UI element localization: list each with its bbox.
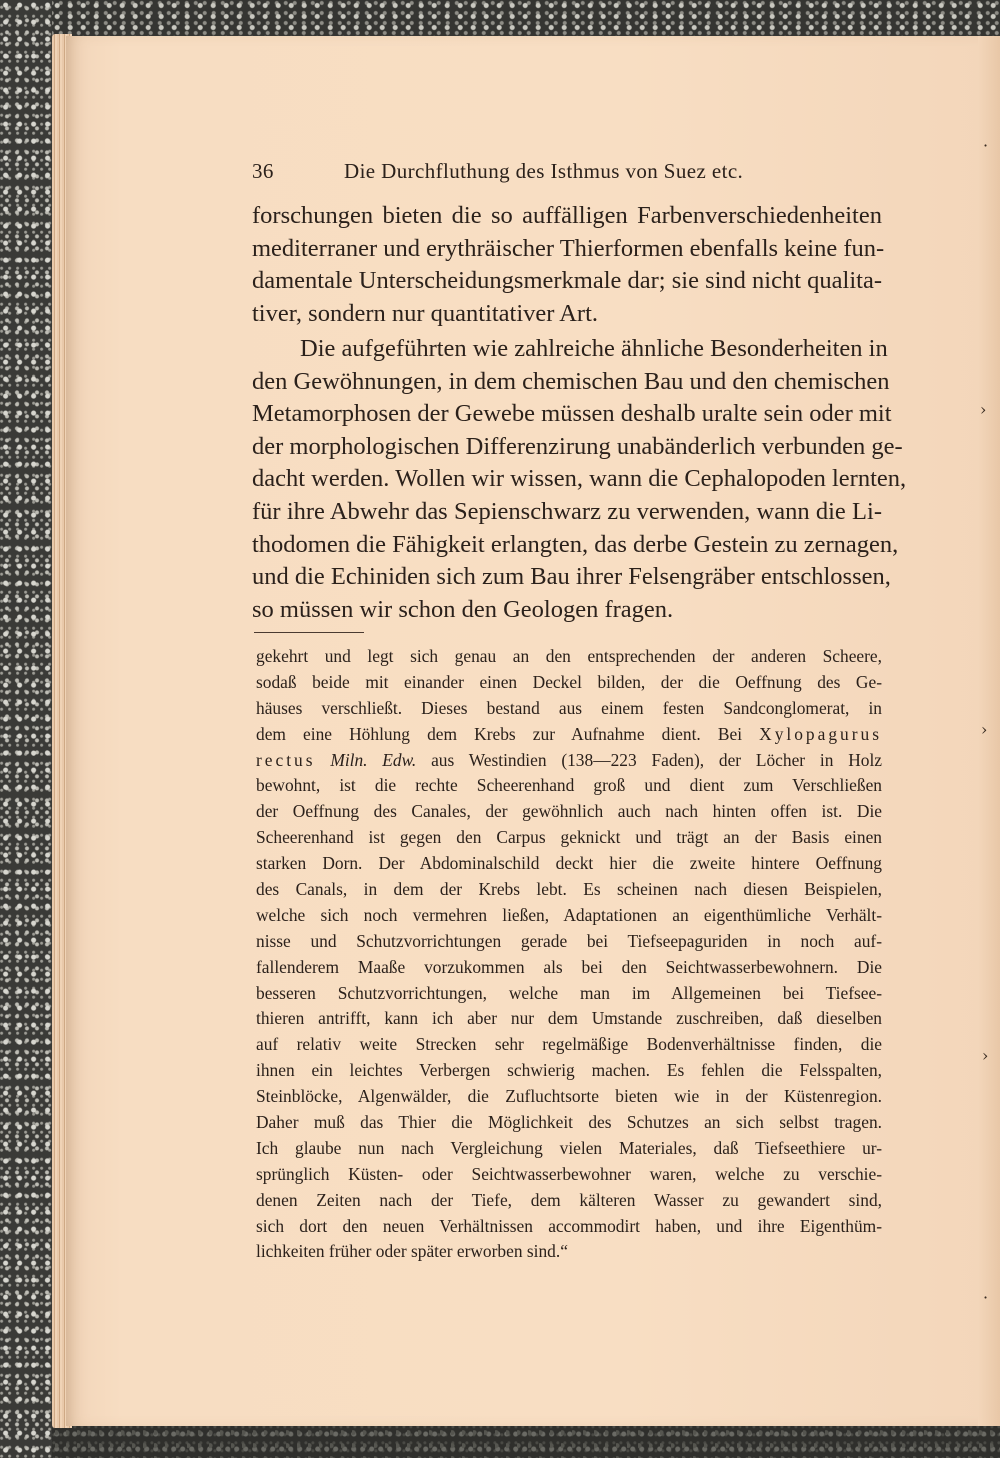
running-title: Die Durchfluthung des Isthmus von Suez etc. — [344, 159, 744, 183]
body-line: so müssen wir schon den Geologen fragen. — [252, 595, 674, 623]
footnote-text: aus Westindien (138—223 Faden), der Löcher in Holz — [431, 749, 882, 770]
body-line: tiver, sondern nur quantitativer Art. — [252, 299, 599, 327]
running-head — [252, 156, 792, 186]
footnote — [256, 644, 882, 1265]
footnote-line: sprünglich Küsten- oder Seichtwasserbewohner waren, welche zu verschie- — [256, 1163, 882, 1184]
body-line: der morphologischen Differenzirung unabänderlich verbunden ge- — [252, 432, 903, 460]
margin-dot-icon: · — [983, 1288, 989, 1307]
footnote-line: nisse und Schutzvorrichtungen gerade bei Tiefseepaguriden in noch auf- — [256, 930, 882, 951]
page-number: 36 — [252, 159, 274, 183]
body-line: thodomen die Fähigkeit erlangten, das derbe Gestein zu zernagen, — [252, 530, 899, 558]
footnote-line: sodaß beide mit einander einen Deckel bilden, der die Oeffnung des Ge- — [256, 671, 882, 692]
body-line: dacht werden. Wollen wir wissen, wann die Cephalopoden lernten, — [252, 465, 907, 493]
species-name: rectus — [256, 749, 316, 770]
book-cover-left — [0, 0, 52, 1458]
margin-dot-icon: · — [983, 136, 989, 155]
footnote-line: sich dort den neuen Verhältnissen accommodirt haben, und ihre Eigenthüm- — [256, 1215, 882, 1236]
footnote-line: welche sich noch vermehren ließen, Adaptationen an eigenthümliche Verhält- — [256, 904, 882, 925]
footnote-line: der Oeffnung des Canales, der gewöhnlich auch nach hinten offen ist. Die — [256, 801, 882, 822]
footnote-line: Daher muß das Thier die Möglichkeit des Schutzes an sich selbst tragen. — [256, 1112, 882, 1133]
species-author: Miln. Edw. — [330, 749, 417, 770]
body-line: den Gewöhnungen, in dem chemischen Bau und den chemischen — [252, 367, 890, 395]
footnote-line: auf relativ weite Strecken sehr regelmäßige Bodenverhältnisse finden, die — [256, 1034, 882, 1055]
body-line: und die Echiniden sich zum Bau ihrer Felsengräber entschlossen, — [252, 563, 891, 591]
footnote-line: denen Zeiten nach der Tiefe, dem kälteren Wasser zu gewandert sind, — [256, 1189, 882, 1210]
body-line: für ihre Abwehr das Sepienschwarz zu verwenden, wann die Li- — [252, 497, 882, 525]
footnote-line: gekehrt und legt sich genau an den entsprechenden der anderen Scheere, — [256, 646, 882, 666]
body-line: damentale Unterscheidungsmerkmale dar; sie sind nicht qualita- — [252, 267, 882, 295]
book-cover-top — [0, 0, 1000, 40]
footnote-line — [256, 748, 882, 774]
paragraph-1 — [252, 200, 885, 330]
footnote-line: ihnen ein leichtes Verbergen schwierig machen. Es fehlen die Felsspalten, — [256, 1060, 882, 1081]
footnote-line: thieren antrifft, kann ich aber nur dem Umstande zuschreiben, daß dieselben — [256, 1008, 882, 1029]
body-line: Metamorphosen der Gewebe müssen deshalb uralte sein oder mit — [252, 400, 892, 428]
body-line: mediterraner und erythräischer Thierformen ebenfalls keine fun- — [252, 234, 885, 262]
margin-mark-icon: › — [982, 1046, 989, 1065]
footnote-line: Ich glaube nun nach Vergleichung vielen Materiales, daß Tiefseethiere ur- — [256, 1137, 882, 1158]
footnote-line: lichkeiten früher oder später erworben sind.“ — [256, 1241, 568, 1262]
footnote-line: starken Dorn. Der Abdominalschild deckt hier die zweite hintere Oeffnung — [256, 853, 882, 874]
footnote-rule — [254, 632, 364, 633]
body-line: forschungen bieten die so auffälligen Farbenverschiedenheiten — [252, 202, 882, 229]
footnote-line: bewohnt, ist die rechte Scheerenhand groß und dient zum Verschließen — [256, 775, 882, 796]
paragraph-2 — [252, 333, 907, 626]
footnote-line: fallenderem Maaße vorzukommen als bei den Seichtwasserbewohnern. Die — [256, 956, 882, 977]
margin-mark-icon: › — [981, 720, 988, 739]
species-name: Xylopagurus — [759, 723, 882, 744]
footnote-line: Steinblöcke, Algenwälder, die Zufluchtsorte bieten wie in der Küstenregion. — [256, 1086, 882, 1107]
footnote-line: häuses verschließt. Dieses bestand aus einem festen Sandconglomerat, in — [256, 697, 882, 718]
footnote-line — [256, 722, 882, 748]
body-line: Die aufgeführten wie zahlreiche ähnliche Besonderheiten in — [300, 335, 888, 362]
footnote-line: Scheerenhand ist gegen den Carpus geknickt und trägt an der Basis einen — [256, 827, 882, 848]
footnote-text: dem eine Höhlung dem Krebs zur Aufnahme dient. Bei — [256, 723, 743, 744]
footnote-line: des Canals, in dem der Krebs lebt. Es scheinen nach diesen Beispielen, — [256, 879, 882, 900]
footnote-line: besseren Schutzvorrichtungen, welche man im Allgemeinen bei Tiefsee- — [256, 982, 882, 1003]
margin-mark-icon: › — [980, 400, 987, 419]
